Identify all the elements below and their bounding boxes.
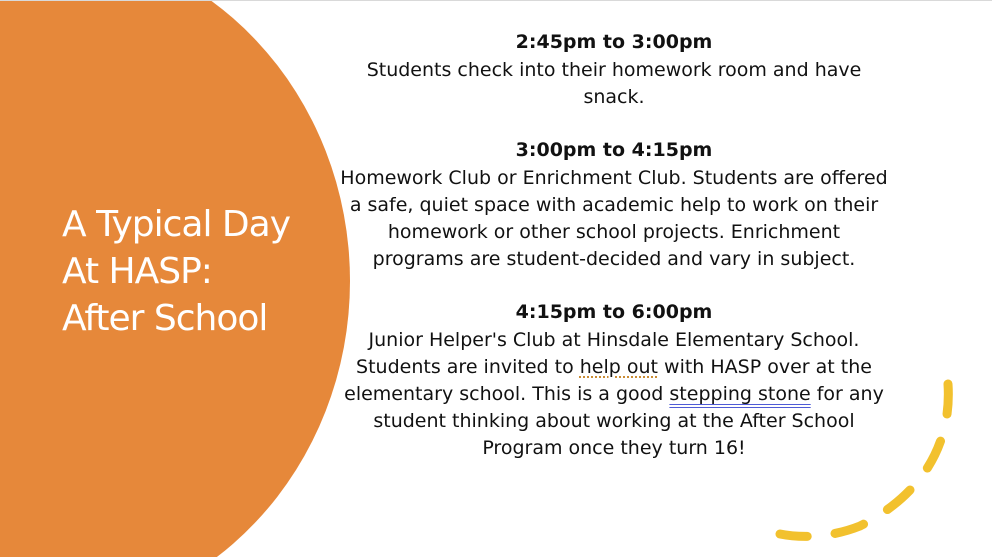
dashed-arc-stroke (780, 384, 948, 536)
schedule-time: 2:45pm to 3:00pm (515, 31, 713, 53)
flagged-phrase-stepping-stone[interactable]: stepping stone (669, 383, 811, 405)
slide-title (62, 201, 332, 342)
desc-text: with HASP over at the elementary school. This is a good (344, 356, 872, 405)
title-line-3: After School (62, 298, 268, 339)
schedule-time: 3:00pm to 4:15pm (515, 139, 713, 161)
title-line-1: A Typical Day (62, 204, 290, 245)
desc-text: Junior Helper's Club at Hinsdale Elementary School. Students are invited to (356, 329, 860, 378)
schedule-description: Students check into their homework room and have snack. (366, 59, 862, 108)
desc-text: for any student thinking about working at the After School Program once they turn 16! (373, 383, 884, 459)
schedule-block (340, 137, 888, 273)
decorative-dashed-arc (770, 376, 970, 546)
schedule-description: Homework Club or Enrichment Club. Students are offered a safe, quiet space with academic help to work on their homework or other school projects. Enrichment programs are student-decided and vary in subject. (340, 167, 888, 270)
flagged-phrase-help-out[interactable]: help out (579, 356, 658, 378)
title-line-2: At HASP: (62, 251, 212, 292)
schedule-block (340, 29, 888, 111)
schedule-time: 4:15pm to 6:00pm (515, 301, 713, 323)
